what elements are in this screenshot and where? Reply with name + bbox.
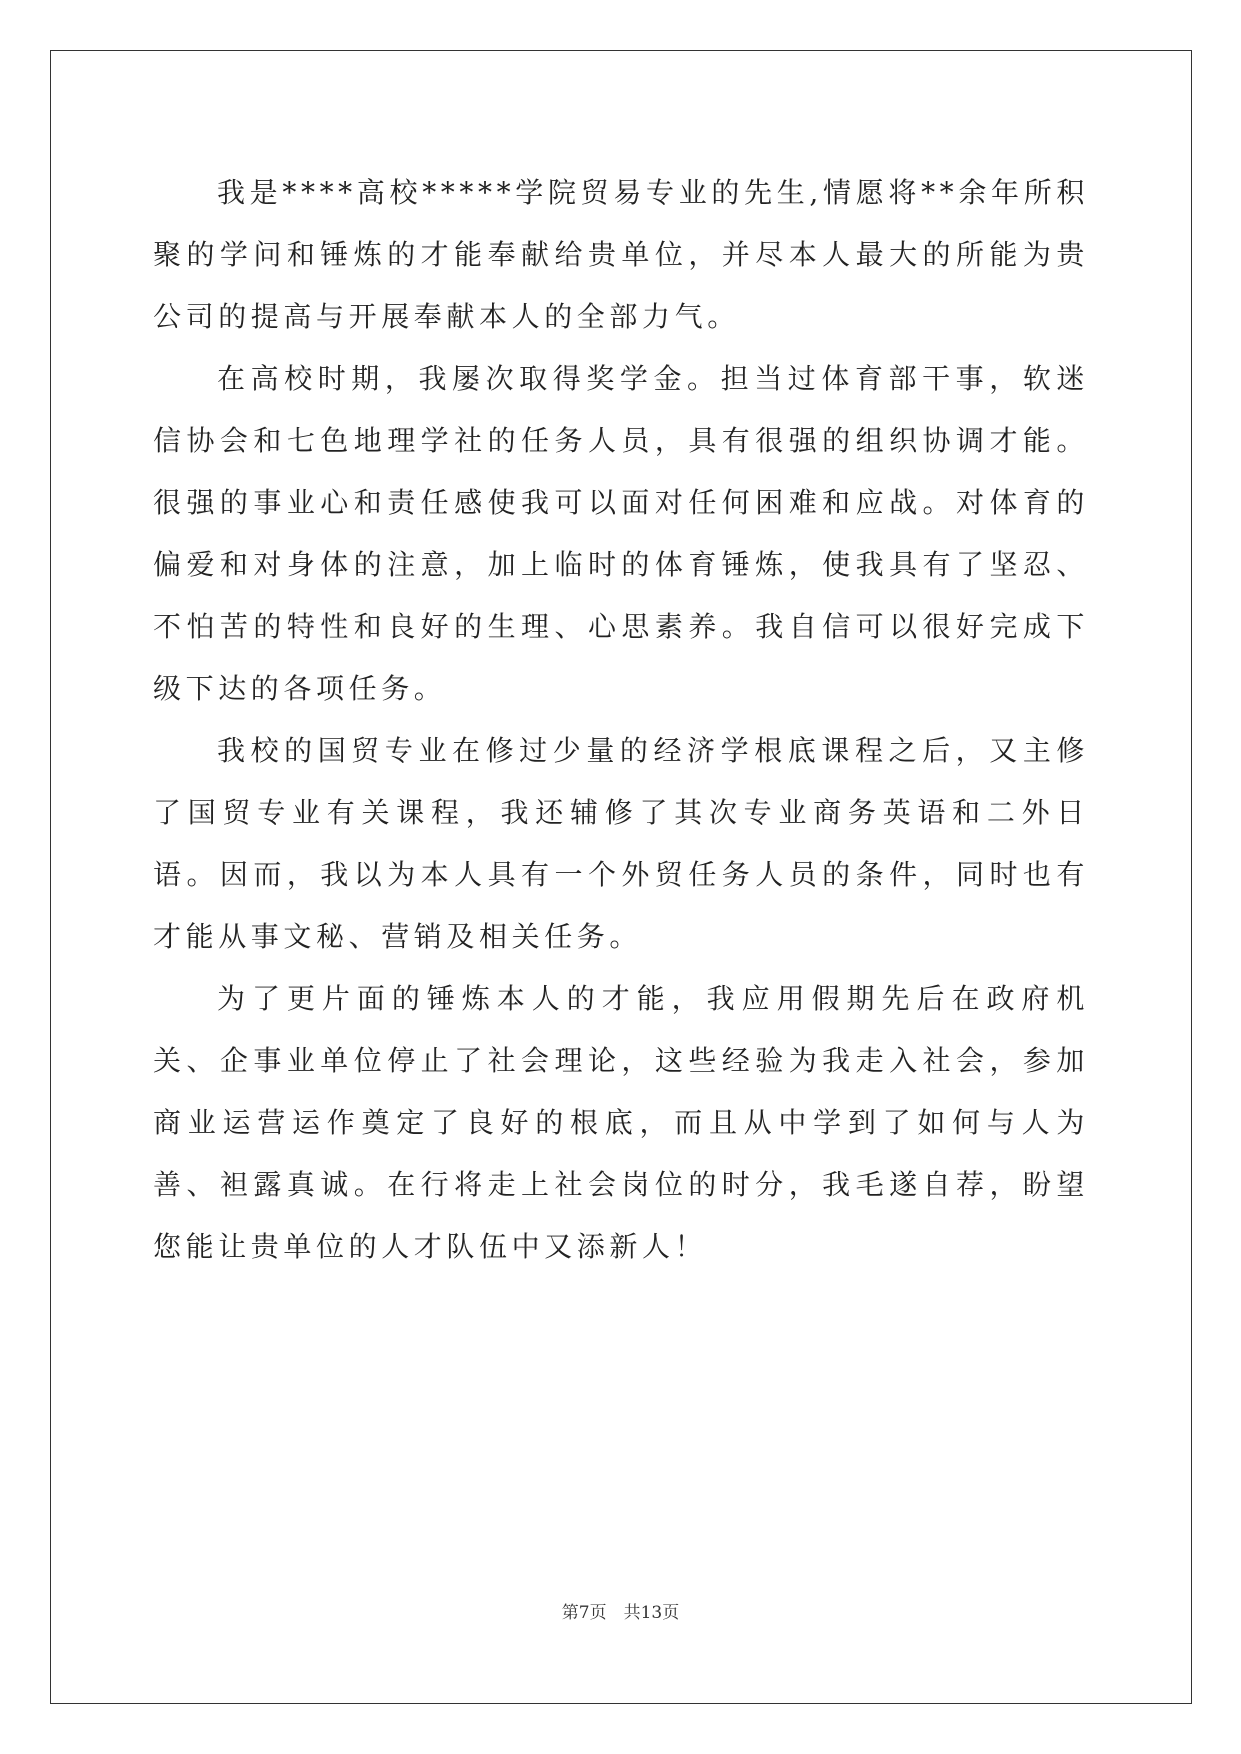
paragraph-3: 我校的国贸专业在修过少量的经济学根底课程之后，又主修了国贸专业有关课程，我还辅修了其次专业商务英语和二外日语。因而，我以为本人具有一个外贸任务人员的条件，同时也有才能从事文秘、营销及相关任务。 (153, 734, 1089, 953)
paragraph-2: 在高校时期，我屡次取得奖学金。担当过体育部干事，软迷信协会和七色地理学社的任务人员，具有很强的组织协调才能。很强的事业心和责任感使我可以面对任何困难和应战。对体育的偏爱和对身体的注意，加上临时的体育锤炼，使我具有了坚忍、不怕苦的特性和良好的生理、心思素养。我自信可以很好完成下级下达的各项任务。 (153, 362, 1089, 705)
paragraph-1: 我是****高校*****学院贸易专业的先生,情愿将**余年所积聚的学问和锤炼的才能奉献给贵单位，并尽本人最大的所能为贵公司的提高与开展奉献本人的全部力气。 (153, 176, 1089, 333)
document-body (153, 162, 1089, 1278)
paragraph-4: 为了更片面的锤炼本人的才能，我应用假期先后在政府机关、企事业单位停止了社会理论，这些经验为我走入社会，参加商业运营运作奠定了良好的根底，而且从中学到了如何与人为善、袒露真诚。在行将走上社会岗位的时分，我毛遂自荐，盼望您能让贵单位的人才队伍中又添新人！ (153, 982, 1089, 1263)
page-number-footer: 第7页 共13页 (561, 1603, 680, 1623)
